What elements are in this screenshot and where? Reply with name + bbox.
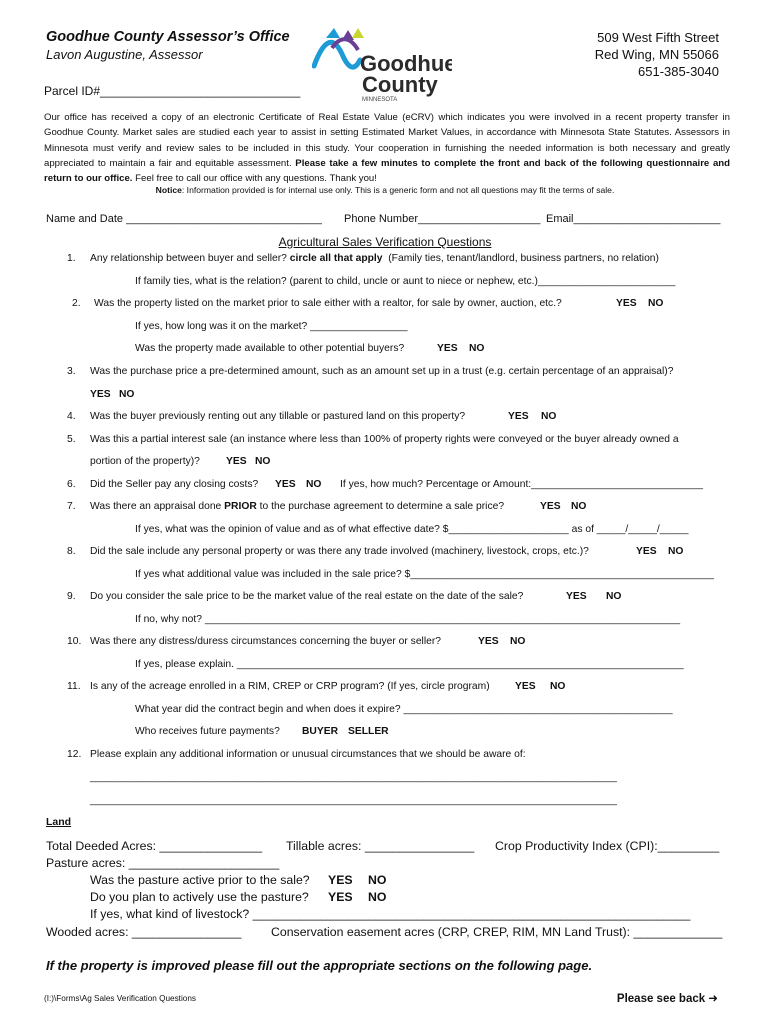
q3-no[interactable]: NO: [119, 389, 135, 400]
q7-follow[interactable]: If yes, what was the opinion of value and as of what effective date? $_____________________ as of _____/_____/_____: [135, 524, 689, 535]
q11-yes[interactable]: YES: [515, 681, 536, 692]
q4-number: 4.: [67, 411, 76, 422]
cpi-field[interactable]: Crop Productivity Index (CPI):_________: [495, 839, 720, 853]
q1-text: Any relationship between buyer and seller?: [90, 253, 287, 264]
q5-yes[interactable]: YES: [226, 456, 247, 467]
phone-field[interactable]: Phone Number____________________: [344, 213, 541, 225]
q5-number: 5.: [67, 434, 76, 445]
section-title: Agricultural Sales Verification Questions: [278, 235, 492, 249]
q1-number: 1.: [67, 253, 76, 264]
q12-line-1[interactable]: ____________________________________________________________________________________________: [90, 772, 617, 783]
q10-follow[interactable]: If yes, please explain. ______________________________________________________________________________: [135, 659, 684, 670]
see-back-text: Please see back: [616, 993, 706, 1005]
parcel-id-field[interactable]: Parcel ID#______________________________: [44, 84, 301, 98]
q7-no[interactable]: NO: [571, 501, 587, 512]
email-field[interactable]: Email________________________: [546, 213, 721, 225]
q9-text: Do you consider the sale price to be the market value of the real estate on the date of the sale?: [90, 591, 524, 602]
pasture-active-no[interactable]: NO: [368, 873, 387, 887]
q5-text: Was this a partial interest sale (an instance where less than 100% of property rights were conveyed or the buyer already owned a: [90, 434, 679, 445]
q9-number: 9.: [67, 591, 76, 602]
pasture-active-question: Was the pasture active prior to the sale?: [90, 873, 310, 887]
notice-label: Notice: [155, 185, 182, 195]
office-title: Goodhue County Assessor’s Office: [46, 29, 290, 45]
q11-follow-1[interactable]: What year did the contract begin and when does it expire? _______________________________________________: [135, 704, 673, 715]
total-deeded-acres-field[interactable]: Total Deeded Acres: _______________: [46, 839, 263, 853]
q1-follow[interactable]: If family ties, what is the relation? (parent to child, uncle or aunt to niece or nephew, etc.)________________________: [135, 276, 676, 287]
livestock-field[interactable]: If yes, what kind of livestock? ________________________________________________________________: [90, 907, 691, 921]
closing-note: If the property is improved please fill out the appropriate sections on the following page.: [46, 958, 593, 973]
logo-text-minnesota: MINNESOTA: [362, 97, 398, 103]
conservation-easement-field[interactable]: Conservation easement acres (CRP, CREP, RIM, MN Land Trust): _____________: [271, 925, 723, 939]
intro-body: Our office has received a copy of an electronic Certificate of Real Estate Value (eCRV) which indicates you were involved in a recent property transfer in Goodhue County. Market sales are studied each year to assist in setting Estimated Market Values, in accordance with Minnesota State Statutes. Assessors in Minnesota must verify and review sales to be included in this study. Your cooperation in furnishing the needed information is both necessary and greatly appreciated to maintain a fair and equitable assessment.: [44, 112, 730, 169]
logo-text-goodhue: Goodhue: [360, 51, 452, 76]
q7-number: 7.: [67, 501, 76, 512]
q5-no[interactable]: NO: [255, 456, 271, 467]
q8-text: Did the sale include any personal property or was there any trade involved (machinery, livestock, crops, etc.)?: [90, 546, 589, 557]
q7-pre: Was there an appraisal done: [90, 501, 222, 512]
q11-text: Is any of the acreage enrolled in a RIM, CREP or CRP program? (If yes, circle program): [90, 681, 490, 692]
arrow-right-icon: ➜: [708, 993, 718, 1005]
q7-question: [90, 501, 504, 512]
q1-question: [90, 253, 659, 264]
intro-tail: Feel free to call our office with any questions. Thank you!: [135, 173, 377, 185]
q2-follow-2: Was the property made available to other potential buyers?: [135, 343, 405, 354]
q3-text: Was the purchase price a pre-determined amount, such as an amount set up in a trust (e.g. certain percentage of an appraisal)?: [90, 366, 674, 377]
q8-no[interactable]: NO: [668, 546, 684, 557]
q6-no[interactable]: NO: [306, 479, 322, 490]
q3-number: 3.: [67, 366, 76, 377]
q2b-no[interactable]: NO: [469, 343, 485, 354]
q12-number: 12.: [67, 749, 82, 760]
land-heading: Land: [46, 816, 72, 828]
q11-follow-2: Who receives future payments?: [135, 726, 280, 737]
q1-options[interactable]: (Family ties, tenant/landlord, business partners, no relation): [388, 253, 659, 264]
logo-wave-icon: [312, 24, 452, 104]
name-date-field[interactable]: Name and Date ________________________________: [46, 213, 322, 225]
logo-text-county: County: [362, 72, 438, 97]
assessor-name: Lavon Augustine, Assessor: [46, 47, 203, 62]
tillable-acres-field[interactable]: Tillable acres: ________________: [286, 839, 475, 853]
q8-number: 8.: [67, 546, 76, 557]
notice: [0, 185, 770, 195]
q11-seller[interactable]: SELLER: [348, 726, 389, 737]
address-line-1: 509 West Fifth Street: [597, 30, 719, 45]
q11-no[interactable]: NO: [550, 681, 566, 692]
q6-follow[interactable]: If yes, how much? Percentage or Amount:______________________________: [340, 479, 703, 490]
q10-text: Was there any distress/duress circumstances concerning the buyer or seller?: [90, 636, 442, 647]
q6-text: Did the Seller pay any closing costs?: [90, 479, 259, 490]
pasture-plan-yes[interactable]: YES: [328, 890, 353, 904]
q7-post: to the purchase agreement to determine a sale price?: [259, 501, 505, 512]
q10-number: 10.: [67, 636, 82, 647]
wooded-acres-field[interactable]: Wooded acres: ________________: [46, 925, 242, 939]
q2-no[interactable]: NO: [648, 298, 664, 309]
q9-follow[interactable]: If no, why not? ___________________________________________________________________________________: [135, 614, 681, 625]
q10-no[interactable]: NO: [510, 636, 526, 647]
q8-yes[interactable]: YES: [636, 546, 657, 557]
address-line-2: Red Wing, MN 55066: [594, 47, 719, 62]
q9-yes[interactable]: YES: [566, 591, 587, 602]
q4-text: Was the buyer previously renting out any tillable or pastured land on this property?: [90, 411, 466, 422]
intro-bold: Please take a few minutes to complete the front and back of the following questionnaire and return to our office.: [44, 157, 731, 185]
q4-no[interactable]: NO: [541, 411, 557, 422]
q12-line-2[interactable]: ____________________________________________________________________________________________: [90, 795, 617, 806]
q1-bold: circle all that apply: [289, 253, 383, 264]
q7-bold: PRIOR: [224, 501, 257, 512]
q5-text-2: portion of the property)?: [90, 456, 200, 467]
office-phone: 651-385-3040: [638, 64, 719, 79]
q6-yes[interactable]: YES: [275, 479, 296, 490]
q2-text: Was the property listed on the market prior to sale either with a realtor, for sale by owner, auction, etc.?: [94, 298, 562, 309]
see-back-note: [617, 991, 718, 1005]
pasture-plan-no[interactable]: NO: [368, 890, 387, 904]
q2-follow-1[interactable]: If yes, how long was it on the market? _________________: [135, 321, 408, 332]
pasture-active-yes[interactable]: YES: [328, 873, 353, 887]
footer-path: (I:)\Forms\Ag Sales Verification Questions: [44, 994, 196, 1003]
q12-text: Please explain any additional information or unusual circumstances that we should be aware of:: [90, 749, 526, 760]
pasture-plan-question: Do you plan to actively use the pasture?: [90, 890, 309, 904]
q6-number: 6.: [67, 479, 76, 490]
q10-yes[interactable]: YES: [478, 636, 499, 647]
notice-text: : Information provided is for internal use only. This is a generic form and not all questions may fit the terms of sale.: [181, 185, 615, 195]
q2b-yes[interactable]: YES: [437, 343, 458, 354]
q7-yes[interactable]: YES: [540, 501, 561, 512]
q9-no[interactable]: NO: [606, 591, 622, 602]
pasture-acres-field[interactable]: Pasture acres: ______________________: [46, 856, 280, 870]
q2-yes[interactable]: YES: [616, 298, 637, 309]
intro-paragraph: [44, 110, 730, 186]
q2-number: 2.: [72, 298, 81, 309]
q3-yes[interactable]: YES: [90, 389, 111, 400]
q11-buyer[interactable]: BUYER: [302, 726, 339, 737]
q8-follow[interactable]: If yes what additional value was included in the sale price? $_____________________________________________________: [135, 569, 714, 580]
q11-number: 11.: [67, 681, 81, 692]
q4-yes[interactable]: YES: [508, 411, 529, 422]
county-logo: [312, 24, 452, 104]
